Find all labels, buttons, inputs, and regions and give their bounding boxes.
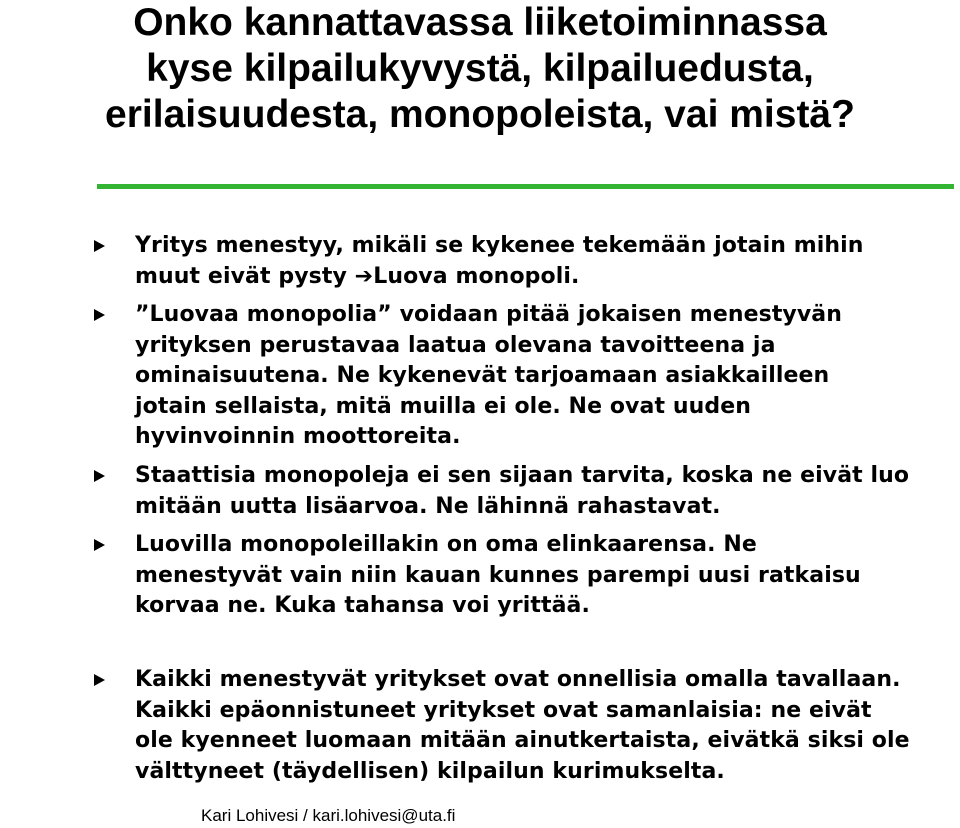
slide-title-line: Onko kannattavassa liiketoiminnassa [133,1,827,44]
bullet-line: Luovilla monopoleillakin on oma elinkaarensa. Ne [135,532,757,557]
bullet-line-segment: muut eivät pysty [135,263,355,289]
bullet-arrow-icon [94,539,105,551]
bullet-line: Kaikki menestyvät yritykset ovat onnellisia omalla tavallaan. [135,667,901,692]
slide-title-line: kyse kilpailukyvystä, kilpailuedusta, [146,47,814,90]
bullet-arrow-icon [94,240,105,252]
bullet-line [135,262,955,293]
bullet-line: Kaikki epäonnistuneet yritykset ovat samanlaisia: ne eivät [135,697,872,723]
bullet-line: ominaisuutena. Ne kykenevät tarjoamaan asiakkailleen [135,363,830,388]
bullet-line: Staattisia monopoleja ei sen sijaan tarvita, koska ne eivät luo [135,463,910,488]
bullet-line: korvaa ne. Kuka tahansa voi yrittää. [135,593,590,618]
bullet-text [135,300,955,453]
bullet-text [135,530,955,622]
bullet-arrow-icon [94,309,105,321]
bullet-arrow-icon [94,470,105,482]
bullet-line: menestyvät vain niin kauan kunnes parempi uusi ratkaisu [135,562,861,588]
bullet-line: ole kyenneet luomaan mitään ainutkertaista, eivätkä siksi ole [135,728,910,753]
bullet-line: mitään uutta lisäarvoa. Ne lähinnä rahastavat. [135,493,721,519]
bullet-text [135,665,955,787]
bullet-line: Yritys menestyy, mikäli se kykenee tekemään jotain mihin [135,233,864,258]
bullet-line: välttyneet (täydellisen) kilpailun kurimukselta. [135,758,725,784]
bullet-text [135,231,955,292]
bullet-line: hyvinvoinnin moottoreita. [135,424,461,449]
bullet-line: ”Luovaa monopolia” voidaan pitää jokaisen menestyvän [135,302,843,327]
bullet-arrow-icon [94,674,105,686]
slide-title-line: erilaisuudesta, monopoleista, vai mistä? [105,93,855,136]
bullet-line: jotain sellaista, mitä muilla ei ole. Ne ovat uuden [135,393,751,419]
bullet-line-segment: Luova monopoli. [373,263,580,289]
bullet-line: yrityksen perustavaa laatua olevana tavoitteena ja [135,332,776,358]
right-arrow-icon: ➔ [354,263,374,289]
bullet-text [135,461,955,522]
footer-author: Kari Lohivesi / kari.lohivesi@uta.fi [201,806,456,825]
